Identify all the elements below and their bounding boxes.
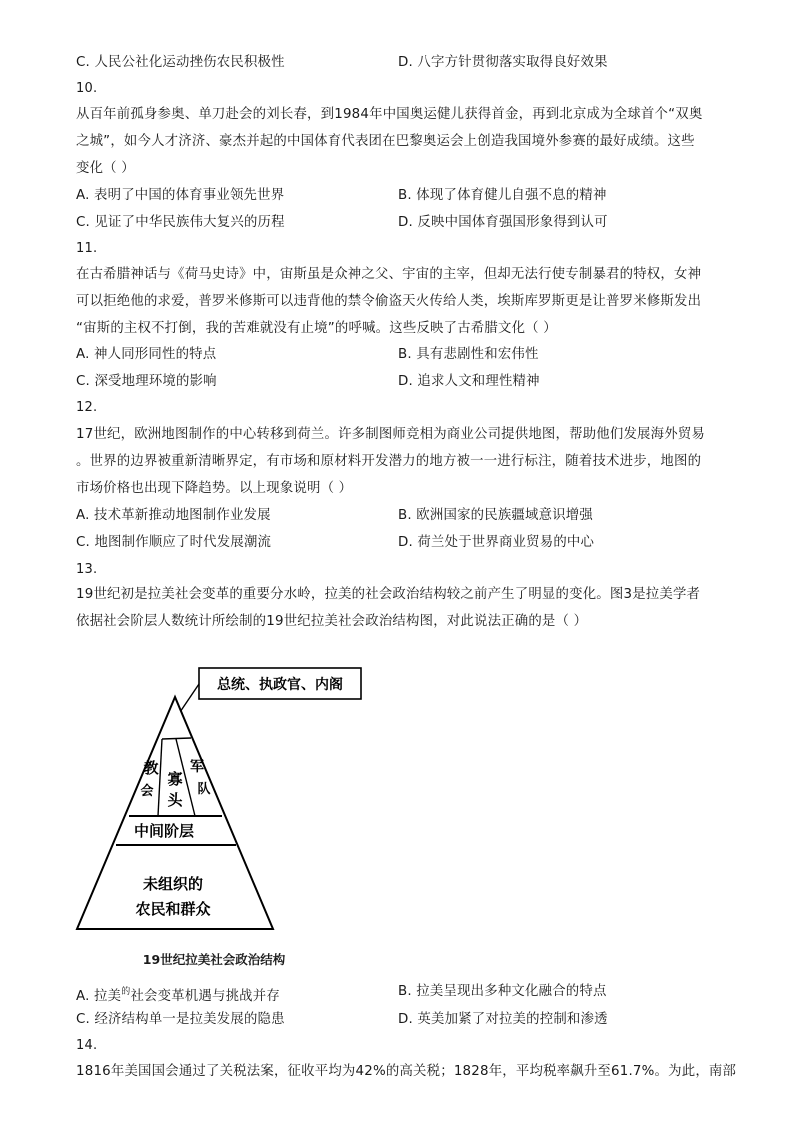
church-label-2: 会 <box>140 784 154 799</box>
q12-option-b: B. 欧洲国家的民族疆域意识增强 <box>398 508 593 523</box>
q10-stem-line-1: 从百年前孤身参奥、单刀赴会的刘长春，到1984年中国奥运健儿获得首金，再到北京成为全球首个“双奥 <box>76 107 703 122</box>
q10-option-b: B. 体现了体育健儿自强不息的精神 <box>398 188 607 203</box>
q10-number: 10. <box>76 81 98 96</box>
q12-option-c: C. 地图制作顺应了时代发展潮流 <box>76 535 272 550</box>
q12-option-a: A. 技术革新推动地图制作业发展 <box>76 508 271 523</box>
q9-option-d: D. 八字方针贯彻落实取得良好效果 <box>398 55 608 70</box>
pyramid-outline <box>77 697 273 929</box>
q10-option-c: C. 见证了中华民族伟大复兴的历程 <box>76 215 285 230</box>
q11-option-b: B. 具有悲剧性和宏伟性 <box>398 347 539 362</box>
bottom-label-2: 农民和群众 <box>135 900 211 918</box>
q11-stem-line-1: 在古希腊神话与《荷马史诗》中，宙斯虽是众神之父、宇宙的主宰，但却无法行使专制暴君的特权，女神 <box>76 267 702 282</box>
q13-number: 13. <box>76 562 98 577</box>
q13-option-d: D. 英美加紧了对拉美的控制和渗透 <box>398 1012 608 1027</box>
q10-option-a: A. 表明了中国的体育事业领先世界 <box>76 188 285 203</box>
q13-option-a <box>76 982 280 1007</box>
q13-option-a-sup: 的 <box>121 987 131 997</box>
q12-stem-line-3: 市场价格也出现下降趋势。以上现象说明（ ） <box>76 481 353 496</box>
army-label-2: 队 <box>197 782 211 797</box>
q13-stem-line-2: 依据社会阶层人数统计所绘制的19世纪拉美社会政治结构图，对此说法正确的是（ ） <box>76 614 588 629</box>
diagram-caption: 19世纪拉美社会政治结构 <box>142 952 286 967</box>
q11-stem-line-3: “宙斯的主权不打倒，我的苦难就没有止境”的呼喊。这些反映了古希腊文化（ ） <box>76 321 557 336</box>
bottom-label-1: 未组织的 <box>142 875 204 893</box>
q13-option-c: C. 经济结构单一是拉美发展的隐患 <box>76 1012 285 1027</box>
q14-stem-line-1: 1816年美国国会通过了关税法案，征收平均为42%的高关税；1828年，平均税率飙升至61.7%。为此，南部 <box>76 1064 737 1079</box>
q11-option-c: C. 深受地理环境的影响 <box>76 374 217 389</box>
q9-option-c: C. 人民公社化运动挫伤农民积极性 <box>76 55 285 70</box>
q11-option-d: D. 追求人文和理性精神 <box>398 374 540 389</box>
q13-option-b: B. 拉美呈现出多种文化融合的特点 <box>398 984 607 999</box>
q12-stem-line-2: 。世界的边界被重新清晰界定，有市场和原材料开发潜力的地方被一一进行标注，随着技术进步，地图的 <box>76 454 702 469</box>
caudillo-label-2: 头 <box>167 791 183 809</box>
q11-stem-line-2: 可以拒绝他的求爱，普罗米修斯可以违背他的禁令偷盗天火传给人类，埃斯库罗斯更是让普罗米修斯发出 <box>76 294 702 309</box>
q13-option-a-pre: A. 拉美 <box>76 989 122 1004</box>
q14-number: 14. <box>76 1038 98 1053</box>
callout-label: 总统、执政官、内阁 <box>217 677 343 693</box>
q12-stem-line-1: 17世纪，欧洲地图制作的中心转移到荷兰。许多制图师竞相为商业公司提供地图，帮助他们发展海外贸易 <box>76 427 706 442</box>
elite-divider-top <box>162 738 191 739</box>
q11-option-a: A. 神人同形同性的特点 <box>76 347 217 362</box>
q13-option-a-post: 社会变革机遇与挑战并存 <box>130 989 280 1004</box>
q11-number: 11. <box>76 241 98 256</box>
church-label-1: 教 <box>143 759 159 777</box>
q10-stem-line-2: 之城”，如今人才济济、豪杰并起的中国体育代表团在巴黎奥运会上创造我国境外参赛的最好成绩。这些 <box>76 134 695 149</box>
caudillo-label-1: 寡 <box>167 770 183 788</box>
q10-stem-line-3: 变化（ ） <box>76 161 135 176</box>
q13-stem-line-1: 19世纪初是拉美社会变革的重要分水岭，拉美的社会政治结构较之前产生了明显的变化。图3是拉美学者 <box>76 587 701 602</box>
q12-number: 12. <box>76 400 98 415</box>
middle-class-label: 中间阶层 <box>133 822 195 840</box>
q10-option-d: D. 反映中国体育强国形象得到认可 <box>398 215 608 230</box>
q12-option-d: D. 荷兰处于世界商业贸易的中心 <box>398 535 595 550</box>
army-label-1: 军 <box>190 759 204 775</box>
